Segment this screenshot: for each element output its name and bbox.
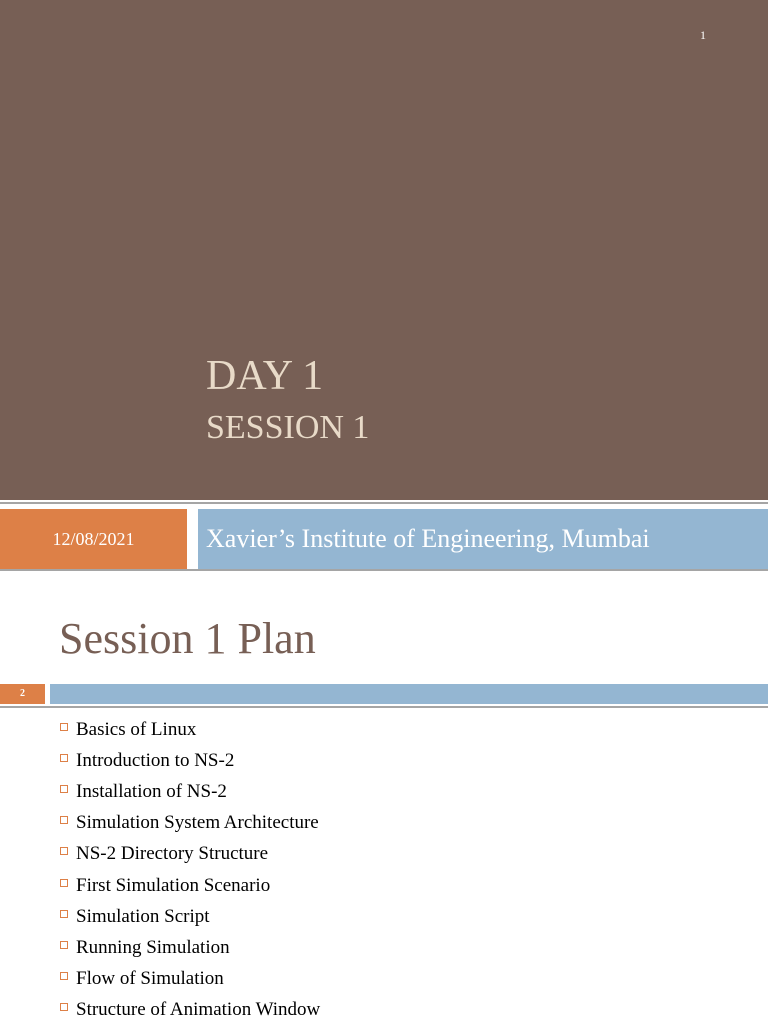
list-item-text: Simulation System Architecture — [76, 812, 319, 834]
square-bullet-icon — [60, 941, 68, 949]
divider-line — [0, 706, 768, 708]
date-text: 12/08/2021 — [52, 529, 135, 549]
list-item-text: Introduction to NS-2 — [76, 749, 235, 771]
slide-title: DAY 1 — [206, 353, 324, 399]
slide-subtitle: SESSION 1 — [206, 409, 370, 446]
list-item-text: Simulation Script — [76, 905, 210, 927]
list-item-text: Basics of Linux — [76, 718, 197, 740]
list-item — [60, 714, 320, 745]
square-bullet-icon — [60, 785, 68, 793]
bullet-list — [60, 714, 320, 1026]
list-item — [60, 745, 320, 776]
list-item — [60, 839, 320, 870]
header-bar — [50, 684, 768, 704]
date-box — [0, 509, 187, 569]
institute-box — [198, 509, 768, 569]
list-item — [60, 964, 320, 995]
square-bullet-icon — [60, 816, 68, 824]
plan-title: Session 1 Plan — [59, 614, 316, 663]
slide-number: 2 — [20, 688, 25, 699]
square-bullet-icon — [60, 847, 68, 855]
square-bullet-icon — [60, 723, 68, 731]
slide-number-box — [0, 684, 45, 704]
square-bullet-icon — [60, 910, 68, 918]
list-item-text: Installation of NS-2 — [76, 780, 227, 802]
square-bullet-icon — [60, 972, 68, 980]
divider-line — [0, 502, 768, 504]
divider-line — [0, 569, 768, 571]
list-item-text: Structure of Animation Window — [76, 999, 321, 1021]
list-item — [60, 870, 320, 901]
list-item-text: Flow of Simulation — [76, 968, 224, 990]
slide-number: 1 — [700, 28, 706, 42]
list-item — [60, 808, 320, 839]
list-item-text: NS-2 Directory Structure — [76, 843, 269, 865]
list-item-text: First Simulation Scenario — [76, 874, 271, 896]
list-item-text: Running Simulation — [76, 936, 230, 958]
square-bullet-icon — [60, 754, 68, 762]
list-item — [60, 776, 320, 807]
title-slide — [0, 0, 768, 500]
list-item — [60, 901, 320, 932]
square-bullet-icon — [60, 879, 68, 887]
list-item — [60, 932, 320, 963]
square-bullet-icon — [60, 1003, 68, 1011]
institute-text: Xavier’s Institute of Engineering, Mumbai — [206, 524, 650, 553]
list-item — [60, 995, 320, 1026]
